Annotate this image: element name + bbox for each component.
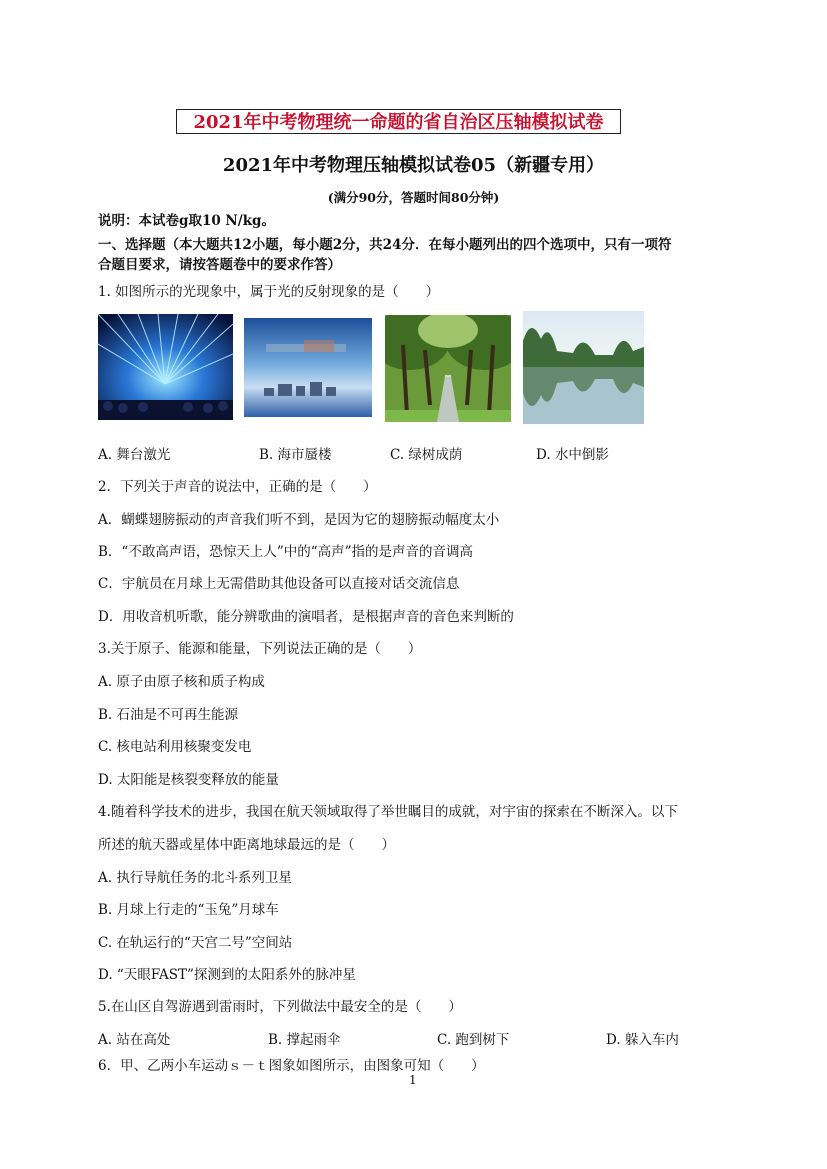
q3-option-a: A. 原子由原子核和质子构成 xyxy=(98,674,265,690)
mirage-image xyxy=(244,318,372,417)
q5-option-a: A. 站在高处 xyxy=(98,1032,171,1048)
q1-option-a: A. 舞台激光 xyxy=(98,447,171,463)
q2-option-b: B．“不敢高声语，恐惊天上人”中的“高声”指的是声音的音调高 xyxy=(98,544,474,560)
q2-option-a: A．蝴蝶翅膀振动的声音我们听不到，是因为它的翅膀振动幅度太小 xyxy=(98,512,500,528)
q4-option-c: C. 在轨运行的“天宫二号”空间站 xyxy=(98,935,293,951)
q5-stem: 5.在山区自驾游遇到雷雨时，下列做法中最安全的是（ ） xyxy=(98,999,462,1015)
q5-option-c: C. 跑到树下 xyxy=(437,1032,510,1048)
page-subtitle: (满分90分，答题时间80分钟) xyxy=(327,190,500,205)
q3-option-b: B. 石油是不可再生能源 xyxy=(98,707,239,723)
q1-stem: 1. 如图所示的光现象中，属于光的反射现象的是（ ） xyxy=(98,284,440,300)
q1-option-c: C. 绿树成荫 xyxy=(390,447,463,463)
q2-option-d: D．用收音机听歌，能分辨歌曲的演唱者，是根据声音的音色来判断的 xyxy=(98,609,514,625)
water-reflection-image xyxy=(523,311,644,424)
q2-stem: 2．下列关于声音的说法中，正确的是（ ） xyxy=(98,479,377,495)
q2-option-c: C．宇航员在月球上无需借助其他设备可以直接对话交流信息 xyxy=(98,576,460,592)
q1-option-b: B. 海市蜃楼 xyxy=(259,447,332,463)
q5-option-b: B. 撑起雨伞 xyxy=(268,1032,341,1048)
q5-option-d: D. 躲入车内 xyxy=(606,1032,679,1048)
q4-option-a: A. 执行导航任务的北斗系列卫星 xyxy=(98,870,292,886)
section-heading-line2: 合题目要求，请按答题卷中的要求作答） xyxy=(98,257,341,273)
section-heading-line1: 一、选择题（本大题共12小题，每小题2分，共24分．在每小题列出的四个选项中，只有一项符 xyxy=(98,237,672,253)
exam-note: 说明：本试卷g取10 N/kg。 xyxy=(98,213,275,229)
q4-option-d: D. “天眼FAST”探测到的太阳系外的脉冲星 xyxy=(98,967,356,983)
q6-stem: 6．甲、乙两小车运动ｓ－ｔ图象如图所示，由图象可知（ ） xyxy=(98,1058,485,1074)
stage-laser-image xyxy=(98,314,233,420)
page-number: 1 xyxy=(409,1073,417,1087)
tree-shade-image xyxy=(385,315,511,422)
q4-stem-line2: 所述的航天器或星体中距离地球最远的是（ ） xyxy=(98,837,395,853)
page-title: 2021年中考物理压轴模拟试卷05（新疆专用） xyxy=(222,155,605,176)
q3-option-d: D. 太阳能是核裂变释放的能量 xyxy=(98,772,279,788)
q4-stem-line1: 4.随着科学技术的进步，我国在航天领域取得了举世瞩目的成就，对宇宙的探索在不断深入。以下 xyxy=(98,804,678,820)
q3-stem: 3.关于原子、能源和能量，下列说法正确的是（ ） xyxy=(98,641,422,657)
q1-option-d: D. 水中倒影 xyxy=(536,447,609,463)
q3-option-c: C. 核电站利用核聚变发电 xyxy=(98,739,252,755)
q4-option-b: B. 月球上行走的“玉兔”月球车 xyxy=(98,902,279,918)
header-banner: 2021年中考物理统一命题的省自治区压轴模拟试卷 xyxy=(176,109,621,134)
